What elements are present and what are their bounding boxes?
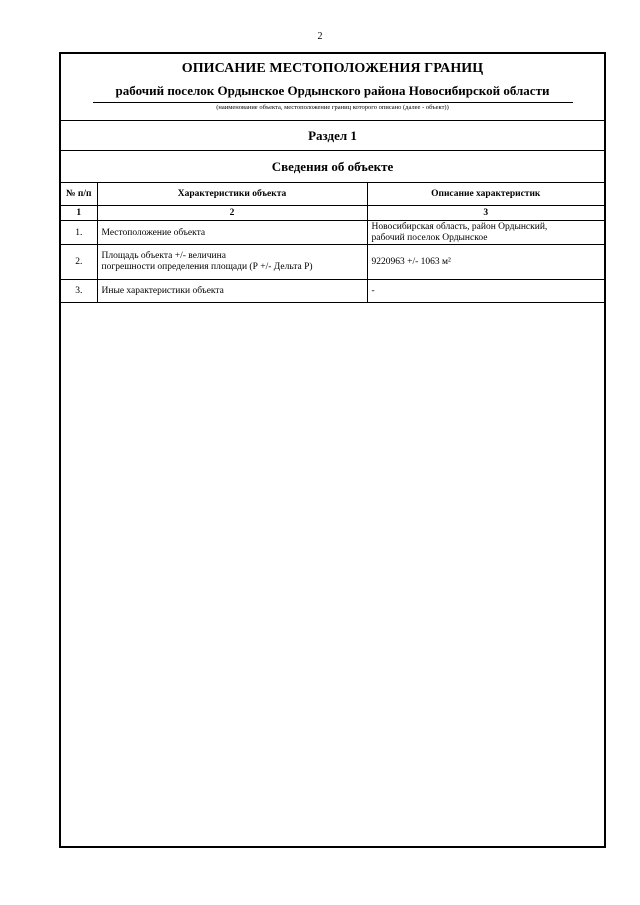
row-description-line: Новосибирская область, район Ордынский, [371,221,548,232]
document-header [61,54,604,121]
table-row [61,280,604,303]
row-description-line: рабочий поселок Ордынское [371,232,488,243]
document-subject: рабочий поселок Ордынское Ордынского района Новосибирской области [115,83,550,98]
row-characteristic [97,245,367,280]
document-caption: (наименование объекта, местоположение границ которого описано (далее - объект)) [93,102,573,112]
section-title: Раздел 1 [61,121,604,151]
characteristics-table [61,183,604,303]
page-number: 2 [317,31,323,42]
section-subtitle: Сведения об объекте [61,151,604,183]
row-characteristic-line: Площадь объекта +/- величина [101,251,226,261]
header-number: № п/п [61,183,97,206]
table-index-row [61,206,604,221]
row-description [367,221,604,245]
index-2: 2 [97,206,367,221]
header-description: Описание характеристик [367,183,604,206]
table-row [61,245,604,280]
row-number: 1. [61,221,97,245]
header-characteristic: Характеристики объекта [97,183,367,206]
table-row [61,221,604,245]
document-title: ОПИСАНИЕ МЕСТОПОЛОЖЕНИЯ ГРАНИЦ [181,61,484,76]
row-characteristic: Местоположение объекта [97,221,367,245]
index-3: 3 [367,206,604,221]
row-description: - [367,280,604,303]
document-frame [59,52,606,848]
row-number: 3. [61,280,97,303]
row-characteristic: Иные характеристики объекта [97,280,367,303]
row-description: 9220963 +/- 1063 м² [367,245,604,280]
table-header-row [61,183,604,206]
row-characteristic-line: погрешности определения площади (Р +/- Дельта Р) [101,262,313,272]
index-1: 1 [61,206,97,221]
row-number: 2. [61,245,97,280]
